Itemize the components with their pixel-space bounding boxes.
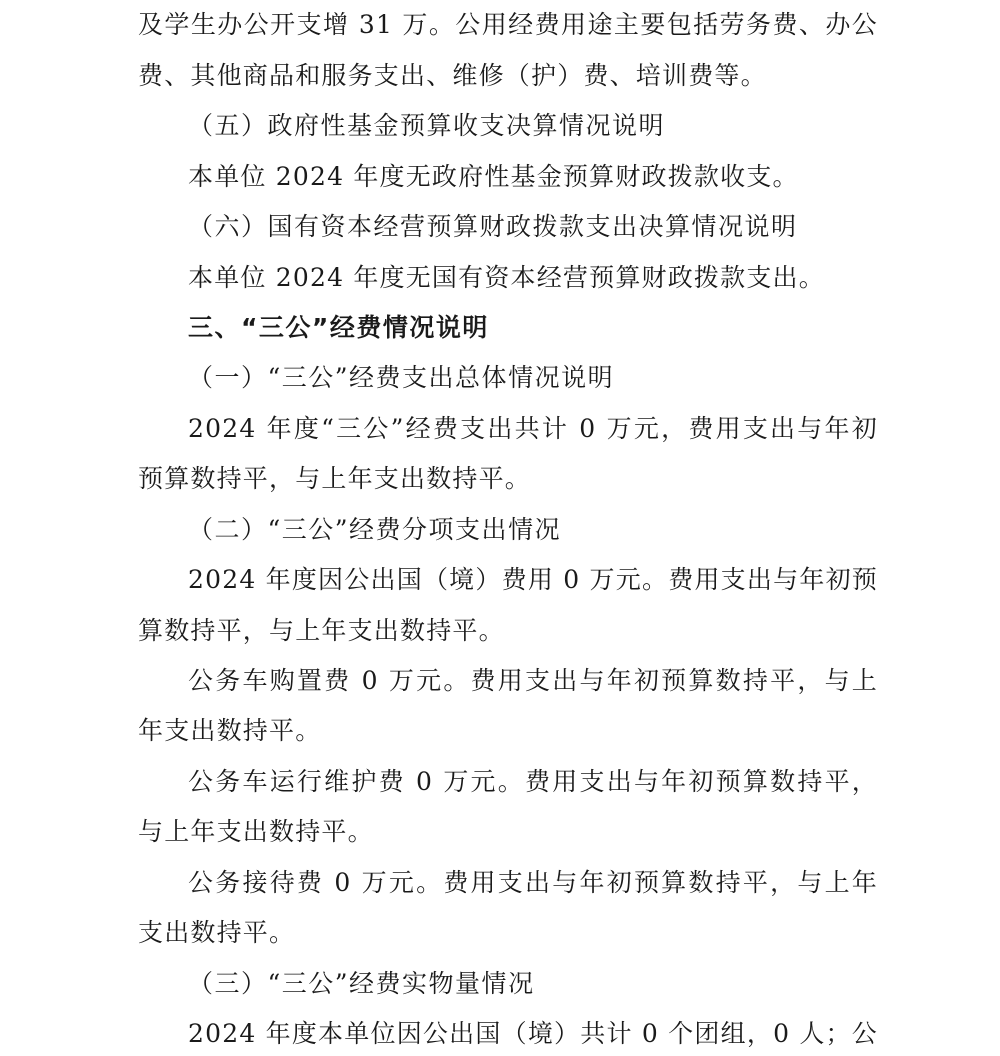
section-heading-6: （六）国有资本经营预算财政拨款支出决算情况说明 [188, 212, 798, 241]
section-heading-3: （三）“三公”经费实物量情况 [188, 969, 535, 998]
paragraph-line: 2024 年度“三公”经费支出共计 0 万元，费用支出与年初 [188, 414, 878, 443]
paragraph-line: 2024 年度本单位因公出国（境）共计 0 个团组，0 人；公 [188, 1019, 878, 1048]
paragraph-line: 2024 年度因公出国（境）费用 0 万元。费用支出与年初预 [188, 565, 878, 594]
section-heading-2: （二）“三公”经费分项支出情况 [188, 515, 562, 544]
paragraph-line: 算数持平，与上年支出数持平。 [138, 616, 505, 645]
chapter-heading-3: 三、“三公”经费情况说明 [188, 313, 489, 342]
paragraph-line: 预算数持平，与上年支出数持平。 [138, 464, 532, 493]
paragraph-line: 本单位 2024 年度无政府性基金预算财政拨款收支。 [188, 162, 799, 191]
paragraph-line: 本单位 2024 年度无国有资本经营预算财政拨款支出。 [188, 263, 825, 292]
paragraph-line: 公务车运行维护费 0 万元。费用支出与年初预算数持平， [188, 767, 878, 796]
paragraph-line: 费、其他商品和服务支出、维修（护）费、培训费等。 [138, 61, 767, 90]
section-heading-5: （五）政府性基金预算收支决算情况说明 [188, 111, 666, 140]
section-heading-1: （一）“三公”经费支出总体情况说明 [188, 363, 615, 392]
paragraph-line: 与上年支出数持平。 [138, 817, 374, 846]
paragraph-line: 及学生办公开支增 31 万。公用经费用途主要包括劳务费、办公 [138, 10, 878, 39]
paragraph-line: 公务接待费 0 万元。费用支出与年初预算数持平，与上年 [188, 868, 878, 897]
paragraph-line: 支出数持平。 [138, 918, 296, 947]
paragraph-line: 年支出数持平。 [138, 716, 322, 745]
paragraph-line: 公务车购置费 0 万元。费用支出与年初预算数持平，与上 [188, 666, 878, 695]
